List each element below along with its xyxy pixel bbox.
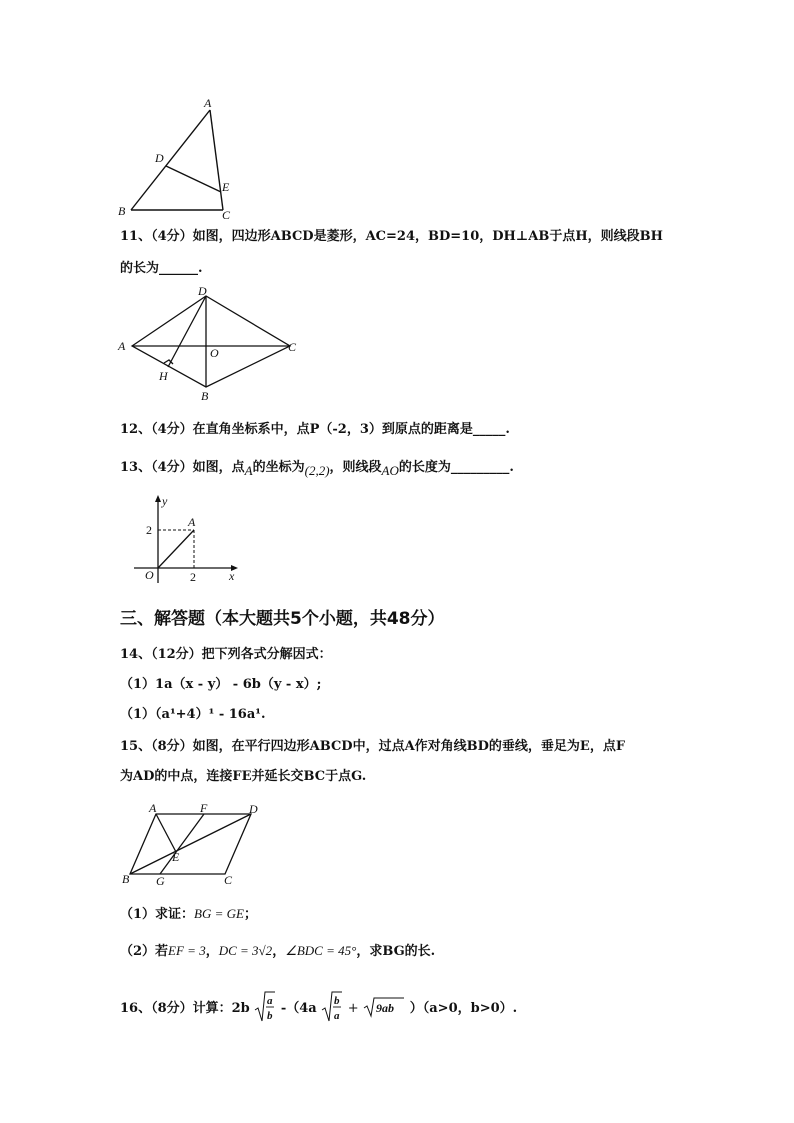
part2-suffix: ，求BG的长. (356, 944, 436, 959)
question-13 (120, 458, 514, 477)
section-heading-3: 三、解答题（本大题共5个小题，共48分） (120, 609, 445, 629)
vertex-label-e: E (222, 180, 230, 194)
question-16-mid: -（4a (280, 1000, 317, 1016)
svg-text:b: b (334, 995, 340, 1007)
point-label-a: A (188, 515, 196, 529)
question-14-part1: （1）1a（x - y） - 6b（y - x）; (120, 677, 322, 692)
question-11-line1: 11、（4分）如图，四边形ABCD是菱形，AC=24，BD=10，DH⊥AB于点H，则线段BH (120, 229, 663, 244)
vertex-label-a: A (118, 339, 126, 353)
axis-label-y: y (162, 494, 168, 508)
tick-label-y-2: 2 (146, 523, 152, 537)
part2-prefix: （2）若 (120, 944, 169, 959)
part1-suffix: ； (243, 907, 257, 922)
question-15-part2: （2）若EF = 3，DC = 3√2，∠BDC = 45°，求BG的长. (120, 943, 436, 959)
vertex-label-d: D (198, 284, 207, 298)
origin-label: O (145, 568, 154, 582)
point-a: A (244, 463, 253, 478)
radical-a-over-b (254, 990, 276, 1024)
question-13-text-a: 13、（4分）如图，点 (120, 460, 245, 475)
vertex-label-c: C (222, 208, 231, 222)
question-16 (120, 990, 517, 1024)
question-16-suffix: ）（a>0，b>0）. (409, 1000, 518, 1016)
coordinate-value: (2,2) (304, 463, 330, 478)
svg-text:a: a (267, 995, 273, 1007)
question-14-part2: （1）（a¹+4）¹ - 16a¹. (120, 707, 266, 722)
vertex-label-b: B (118, 204, 126, 218)
vertex-label-c: C (224, 873, 233, 887)
vertex-label-g: G (156, 874, 165, 888)
equation-angle-bdc: ∠BDC = 45° (285, 943, 357, 958)
vertex-label-d: D (249, 802, 258, 816)
equation-dc: DC = 3√2 (218, 943, 273, 958)
question-12: 12、（4分）在直角坐标系中，点P（-2，3）到原点的距离是_____. (120, 422, 510, 437)
question-15-part1 (120, 905, 257, 924)
radical-b-over-a (321, 990, 343, 1024)
vertex-label-o: O (210, 346, 219, 360)
equation-bg-ge: BG = GE (194, 906, 244, 921)
svg-text:9ab: 9ab (376, 1001, 395, 1015)
question-16-prefix: 16、（8分）计算：2b (120, 1000, 250, 1016)
vertex-label-d: D (155, 151, 164, 165)
vertex-label-a: A (204, 96, 212, 110)
vertex-label-c: C (288, 340, 297, 354)
segment-ao: AO (381, 463, 399, 478)
vertex-label-b: B (201, 389, 209, 403)
part1-prefix: （1）求证： (120, 907, 195, 922)
vertex-label-e: E (172, 850, 180, 864)
figure-coordinate-axes (128, 493, 243, 585)
question-14-title: 14、（12分）把下列各式分解因式： (120, 647, 332, 662)
axis-label-x: x (229, 569, 235, 583)
vertex-label-a: A (149, 801, 157, 815)
question-15-line2: 为AD的中点，连接FE并延长交BC于点G. (120, 769, 367, 784)
radical-9ab (363, 996, 405, 1018)
tick-label-x-2: 2 (190, 570, 196, 584)
equation-ef: EF = 3 (168, 943, 206, 958)
vertex-label-h: H (159, 369, 168, 383)
question-13-text-d: 的长度为_________. (398, 460, 514, 475)
svg-text:a: a (334, 1010, 340, 1022)
question-15-line1: 15、（8分）如图，在平行四边形ABCD中，过点A作对角线BD的垂线，垂足为E，点F (120, 739, 626, 754)
question-11-line2: 的长为______. (120, 261, 203, 276)
figure-rhombus-abcd (112, 283, 312, 408)
question-13-text-b: 的坐标为 (252, 460, 305, 475)
vertex-label-f: F (200, 801, 208, 815)
figure-parallelogram-abcd (116, 801, 266, 891)
figure-triangle-abc (112, 95, 242, 225)
svg-text:b: b (267, 1010, 273, 1022)
question-13-text-c: ，则线段 (329, 460, 382, 475)
plus-sign: + (347, 1000, 359, 1016)
vertex-label-b: B (122, 872, 130, 886)
